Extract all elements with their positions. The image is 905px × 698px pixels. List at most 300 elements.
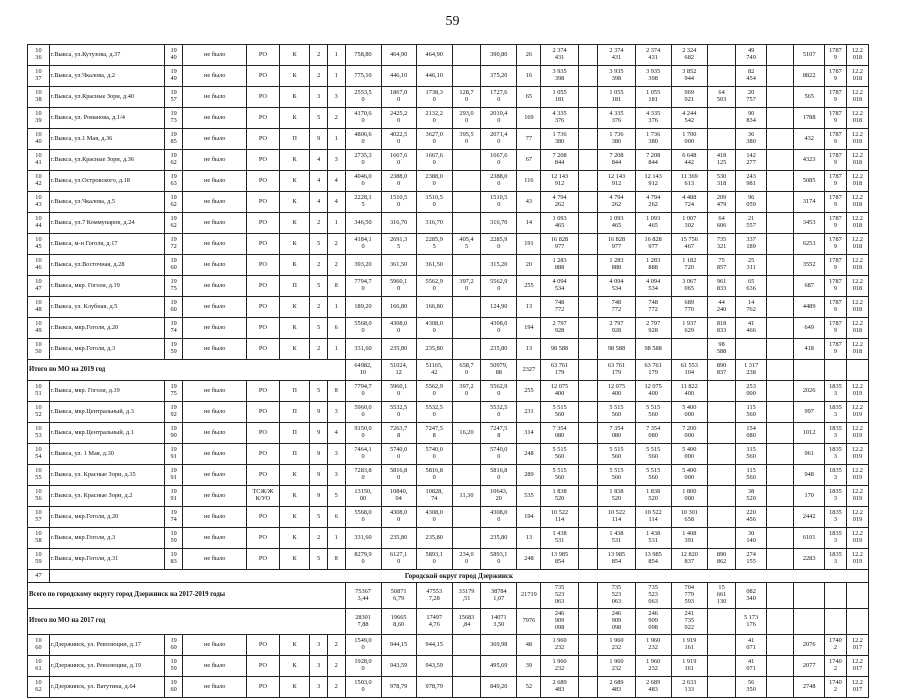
table-cell: не было (183, 213, 247, 234)
table-cell: РО (246, 318, 279, 339)
table-cell: 1788 (794, 108, 825, 129)
table-cell (736, 339, 767, 360)
table-cell: 1 283 888 (541, 255, 578, 276)
table-cell: 5 515 560 (635, 444, 671, 465)
table-cell: ТСЖ/Ж К/УО (246, 486, 279, 507)
address-cell: г.Выкса, ул.Чкалова, д.2 (49, 66, 164, 87)
table-cell (766, 318, 793, 339)
table-cell (766, 108, 793, 129)
table-cell: 10 522 114 (598, 507, 635, 528)
table-cell: РО (246, 656, 279, 677)
table-cell: 5 (327, 486, 345, 507)
table-cell: 4 094 534 (635, 276, 671, 297)
table-cell: 495,69 (481, 656, 517, 677)
table-cell: 316,70 (381, 213, 416, 234)
table-cell: 10 47 (28, 276, 50, 297)
table-cell: 10 55 (28, 465, 50, 486)
total-cell: 63 761 179 (541, 360, 578, 381)
table-cell: 25 311 (736, 255, 767, 276)
table-cell: 5 515 560 (598, 465, 635, 486)
table-cell: 3 (327, 87, 345, 108)
table-cell: 1787 9 (825, 87, 847, 108)
empty-cell (794, 360, 825, 381)
table-cell: 649 (794, 318, 825, 339)
table-cell: 10828, 74 (416, 486, 452, 507)
table-cell: 3 935 398 (541, 66, 578, 87)
table-cell (452, 339, 480, 360)
table-cell: 5740,0 0 (416, 444, 452, 465)
address-cell: г.Выкса, м-н Гоголя, д.17 (49, 234, 164, 255)
table-cell: 235,80 (481, 528, 517, 549)
address-cell: г.Выкса, мкр.Гоголя, д.20 (49, 318, 164, 339)
table-cell: РО (246, 635, 279, 656)
table-cell: 1835 3 (825, 549, 847, 570)
table-cell: 4308,0 0 (416, 507, 452, 528)
table-cell (452, 318, 480, 339)
table-cell: 361,50 (416, 255, 452, 276)
table-cell: 12.2 018 (846, 234, 868, 255)
table-cell: 19 74 (164, 318, 183, 339)
table-cell: 4046,0 0 (345, 171, 381, 192)
table-cell: 12.2 019 (846, 528, 868, 549)
table-cell: 52 (517, 677, 541, 698)
table-cell: не было (183, 507, 247, 528)
table-cell: 4 (327, 423, 345, 444)
table-cell: 10 51 (28, 381, 50, 402)
table-cell: 9 (310, 129, 328, 150)
table-cell (766, 171, 793, 192)
table-cell (766, 656, 793, 677)
table-cell: 1787 9 (825, 234, 847, 255)
table-cell: 1727,6 0 (481, 87, 517, 108)
table-cell: 7 208 844 (598, 150, 635, 171)
table-cell: 5 400 000 (671, 444, 707, 465)
table-cell: К (279, 66, 310, 87)
table-cell: не было (183, 297, 247, 318)
table-cell: 12.2 017 (846, 635, 868, 656)
table-cell: 12.2 018 (846, 318, 868, 339)
total-cell: 50871 6,79 (381, 583, 416, 609)
total-label: Всего по городскому округу город Дзержинск на 2017-2019 годы (28, 583, 346, 609)
table-cell: 1 (327, 66, 345, 87)
table-row (28, 677, 869, 698)
table-cell: 10 40 (28, 129, 50, 150)
table-cell: 10 56 (28, 486, 50, 507)
table-cell: 3 935 398 (598, 66, 635, 87)
table-cell: 2 374 431 (635, 45, 671, 66)
table-cell: 2 (327, 108, 345, 129)
table-cell: 7247,5 8 (481, 423, 517, 444)
table-cell: 3174 (794, 192, 825, 213)
table-cell: 255 (517, 381, 541, 402)
table-cell: 432 (794, 129, 825, 150)
table-cell: К (279, 528, 310, 549)
table-cell: РО (246, 213, 279, 234)
table-cell (766, 129, 793, 150)
total-cell: 1 317 238 (736, 360, 767, 381)
table-cell: 5532,5 0 (481, 402, 517, 423)
table-cell: 12.2 018 (846, 171, 868, 192)
total-cell (578, 609, 598, 635)
table-cell: 115 560 (736, 444, 767, 465)
table-cell: 418 (794, 339, 825, 360)
table-cell: 4 335 376 (541, 108, 578, 129)
table-cell: 2 (310, 339, 328, 360)
table-cell: 41 071 (736, 656, 767, 677)
table-cell: 2077 (794, 656, 825, 677)
table-cell: 943,59 (381, 656, 416, 677)
table-cell: 12.2 019 (846, 486, 868, 507)
table-cell: 10 46 (28, 255, 50, 276)
table-cell (766, 677, 793, 698)
table-cell: 19 75 (164, 276, 183, 297)
table-cell: 19 59 (164, 528, 183, 549)
table-cell: 1 838 520 (541, 486, 578, 507)
table-cell: РО (246, 507, 279, 528)
table-cell: 2388,0 0 (381, 171, 416, 192)
table-cell: РО (246, 381, 279, 402)
total-cell: 735 523 063 (598, 583, 635, 609)
total-cell: 51165, 42 (416, 360, 452, 381)
table-cell: 5 (310, 549, 328, 570)
table-cell: 446,10 (381, 66, 416, 87)
table-cell: 1835 3 (825, 507, 847, 528)
table-cell: 10 61 (28, 656, 50, 677)
table-cell (578, 635, 598, 656)
table-cell: 4308,0 0 (481, 507, 517, 528)
table-row (28, 444, 869, 465)
total-cell: 246 909 098 (541, 609, 578, 635)
table-cell (452, 255, 480, 276)
table-cell (578, 276, 598, 297)
table-cell: не было (183, 339, 247, 360)
table-cell: 16 828 977 (598, 234, 635, 255)
table-row (28, 528, 869, 549)
table-cell (452, 213, 480, 234)
table-cell: 7 354 080 (541, 423, 578, 444)
table-cell: РО (246, 129, 279, 150)
address-cell: г.Выкса, ул.Красные Зори, д.40 (49, 87, 164, 108)
table-cell: 997 (794, 402, 825, 423)
table-cell: К (279, 255, 310, 276)
table-cell: 4 (310, 171, 328, 192)
table-cell: 397,2 0 (452, 381, 480, 402)
table-cell: 82 454 (736, 66, 767, 87)
table-row (28, 129, 869, 150)
table-cell: 77 (517, 129, 541, 150)
table-cell: 12.2 019 (846, 465, 868, 486)
table-row (28, 192, 869, 213)
table-cell: 5085 (794, 171, 825, 192)
table-row (28, 635, 869, 656)
table-cell: 4 794 262 (541, 192, 578, 213)
table-cell: 849,20 (481, 677, 517, 698)
table-cell: 48 (517, 635, 541, 656)
table-cell (707, 486, 735, 507)
table-cell: 10 57 (28, 507, 50, 528)
empty-cell (846, 609, 868, 635)
table-cell: 26 (517, 45, 541, 66)
table-cell: 2 689 483 (598, 677, 635, 698)
table-cell: 13 (517, 528, 541, 549)
table-cell: не было (183, 402, 247, 423)
table-cell: 289 (517, 465, 541, 486)
table-cell: 6 648 442 (671, 150, 707, 171)
table-cell: 116 (517, 171, 541, 192)
table-cell (578, 444, 598, 465)
table-cell: 209 479 (707, 192, 735, 213)
table-cell: 19 91 (164, 465, 183, 486)
table-cell: 4308,0 0 (416, 318, 452, 339)
table-cell: 4 335 376 (598, 108, 635, 129)
table-cell: 6 (327, 507, 345, 528)
table-cell (578, 255, 598, 276)
address-cell: г.Выкса, ул. Красные Зори, д.2 (49, 486, 164, 507)
table-cell: 1787 9 (825, 45, 847, 66)
table-cell: 4184,1 0 (345, 234, 381, 255)
table-cell: РО (246, 150, 279, 171)
table-cell: К (279, 486, 310, 507)
table-cell (452, 171, 480, 192)
table-cell: 1 408 391 (671, 528, 707, 549)
table-cell: 1510,5 0 (416, 192, 452, 213)
address-cell: г.Выкса, ул.Островского, д.18 (49, 171, 164, 192)
table-cell: не было (183, 318, 247, 339)
table-cell: К (279, 297, 310, 318)
table-cell: 5 515 560 (541, 465, 578, 486)
table-cell: 98 588 (598, 339, 635, 360)
table-cell: 12.2 019 (846, 549, 868, 570)
table-cell: 5816,8 0 (381, 465, 416, 486)
rows-2019-part (28, 45, 869, 360)
total-label: Итого по МО на 2017 год (28, 609, 346, 635)
table-cell: 98 588 (635, 339, 671, 360)
table-cell: 4170,6 0 (345, 108, 381, 129)
table-cell: 21 557 (736, 213, 767, 234)
table-row (28, 234, 869, 255)
table-cell: 689 770 (671, 297, 707, 318)
table-cell: 248 (517, 549, 541, 570)
address-cell: г.Выкса, ул.1 Мая, д.36 (49, 129, 164, 150)
table-cell: РО (246, 255, 279, 276)
table-cell: 446,10 (416, 66, 452, 87)
table-cell: РО (246, 66, 279, 87)
table-cell: 405,4 5 (452, 234, 480, 255)
table-cell: 8279,9 0 (345, 549, 381, 570)
table-cell: 1 (327, 129, 345, 150)
table-cell: К (279, 339, 310, 360)
table-cell: 19 62 (164, 192, 183, 213)
table-cell: 10 52 (28, 402, 50, 423)
table-cell (452, 45, 480, 66)
total-cell (707, 609, 735, 635)
table-cell: 331,60 (345, 339, 381, 360)
address-cell: г.Выкса, мкр. Гоголя, д.19 (49, 381, 164, 402)
address-cell: г.Выкса, ул.Чкалова, д.5 (49, 192, 164, 213)
table-cell: не было (183, 150, 247, 171)
table-cell (452, 444, 480, 465)
table-cell: 189,20 (345, 297, 381, 318)
table-cell: 6253 (794, 234, 825, 255)
table-cell: РО (246, 528, 279, 549)
table-cell: 316,70 (481, 213, 517, 234)
table-cell: 1 (327, 339, 345, 360)
table-cell (578, 656, 598, 677)
table-cell: К (279, 318, 310, 339)
table-cell: не было (183, 444, 247, 465)
table-cell: 395,5 0 (452, 129, 480, 150)
table-cell: 12.2 018 (846, 276, 868, 297)
table-cell: 2 (310, 66, 328, 87)
table-cell (707, 108, 735, 129)
table-cell: 19 90 (164, 423, 183, 444)
table-cell: 10840, 04 (381, 486, 416, 507)
table-cell: 3 852 944 (671, 66, 707, 87)
table-cell: 4 794 262 (598, 192, 635, 213)
table-cell: 1667,6 0 (416, 150, 452, 171)
table-cell: 49 749 (736, 45, 767, 66)
table-cell: РО (246, 423, 279, 444)
address-cell: г.Выкса, ул.Красные Зори, д.36 (49, 150, 164, 171)
table-cell: 5 515 560 (598, 402, 635, 423)
table-cell: 748 772 (541, 297, 578, 318)
total-cell: 735 523 063 (635, 583, 671, 609)
table-cell: 1510,5 0 (381, 192, 416, 213)
table-cell: 19 57 (164, 87, 183, 108)
total-cell: 246 909 098 (598, 609, 635, 635)
table-cell (766, 465, 793, 486)
table-cell (766, 255, 793, 276)
table-cell: 1787 9 (825, 318, 847, 339)
table-cell: 890 862 (707, 549, 735, 570)
table-cell: 5 400 000 (671, 402, 707, 423)
table-cell: 337 189 (736, 234, 767, 255)
table-cell: К (279, 234, 310, 255)
table-cell: не было (183, 656, 247, 677)
table-cell: 7464,1 0 (345, 444, 381, 465)
empty-cell (846, 583, 868, 609)
table-cell: 41 466 (736, 318, 767, 339)
table-cell: не было (183, 45, 247, 66)
table-cell: К (279, 192, 310, 213)
table-cell: 7 354 080 (635, 423, 671, 444)
table-cell: 1 055 181 (541, 87, 578, 108)
total-cell: 64982, 10 (345, 360, 381, 381)
table-cell (707, 528, 735, 549)
table-cell: 2076 (794, 635, 825, 656)
table-cell: не было (183, 255, 247, 276)
table-cell (452, 192, 480, 213)
address-cell: г.Выкса, ул. Красные Зори, д.35 (49, 465, 164, 486)
table-cell: К (279, 635, 310, 656)
table-cell: 1 800 000 (671, 486, 707, 507)
table-cell (707, 381, 735, 402)
table-cell: 5960,1 0 (381, 381, 416, 402)
table-row (28, 87, 869, 108)
table-cell (452, 66, 480, 87)
table-cell: 19 75 (164, 381, 183, 402)
table-cell (707, 129, 735, 150)
table-cell: 12.2 018 (846, 108, 868, 129)
table-cell: К (279, 108, 310, 129)
table-cell (578, 45, 598, 66)
table-cell: 5532,5 0 (416, 402, 452, 423)
table-cell (452, 635, 480, 656)
section-header-row (28, 570, 869, 583)
table-cell: 1667,6 0 (481, 150, 517, 171)
table-cell: 12.2 019 (846, 381, 868, 402)
table-cell: 3 (310, 656, 328, 677)
table-cell: не было (183, 677, 247, 698)
total-cell: 28301 7,88 (345, 609, 381, 635)
table-cell: 8 (327, 549, 345, 570)
table-cell: 4489 (794, 297, 825, 318)
total-cell: 15 661 130 (707, 583, 735, 609)
table-cell: 15 756 467 (671, 234, 707, 255)
table-cell: 961 833 (707, 276, 735, 297)
table-cell: 315,20 (481, 255, 517, 276)
table-cell (766, 213, 793, 234)
table-cell: 166,80 (416, 297, 452, 318)
table-cell: П (279, 423, 310, 444)
table-cell: 235,80 (381, 339, 416, 360)
table-cell: 375,20 (481, 66, 517, 87)
total-cell: 21719 (517, 583, 541, 609)
table-cell (578, 507, 598, 528)
table-cell: 5816,8 0 (416, 465, 452, 486)
table-cell: 978,79 (416, 677, 452, 698)
table-cell: 1835 3 (825, 444, 847, 465)
table-cell: 1 960 232 (598, 656, 635, 677)
empty-cell (846, 360, 868, 381)
table-cell (671, 339, 707, 360)
table-cell: 235,80 (416, 339, 452, 360)
table-cell: 10 522 114 (541, 507, 578, 528)
table-cell: 8 (327, 276, 345, 297)
table-cell: РО (246, 108, 279, 129)
table-cell: 19 74 (164, 507, 183, 528)
table-cell (707, 465, 735, 486)
table-row (28, 549, 869, 570)
table-cell: 3 935 398 (635, 66, 671, 87)
table-cell: 19 91 (164, 486, 183, 507)
table-cell (766, 276, 793, 297)
table-cell: 1 055 181 (598, 87, 635, 108)
table-cell: 4308,0 0 (481, 318, 517, 339)
table-cell: 12 820 837 (671, 549, 707, 570)
table-cell: 314 (517, 423, 541, 444)
table-cell: 19 59 (164, 339, 183, 360)
table-cell: 943,59 (416, 656, 452, 677)
table-cell: 14 (517, 213, 541, 234)
table-cell (578, 381, 598, 402)
table-cell: 535 (517, 486, 541, 507)
total-cell: 15683 ,84 (452, 609, 480, 635)
empty-cell (825, 360, 847, 381)
table-cell: 1787 9 (825, 297, 847, 318)
table-cell: 735 321 (707, 234, 735, 255)
table-cell: не было (183, 108, 247, 129)
table-cell: П (279, 129, 310, 150)
empty-cell (794, 609, 825, 635)
table-cell: 2 (327, 234, 345, 255)
table-cell: 3627,0 0 (416, 129, 452, 150)
table-cell: 1 960 232 (541, 656, 578, 677)
table-cell: 10 42 (28, 171, 50, 192)
address-cell: г.Выкса, ул. 1 Мая, д.30 (49, 444, 164, 465)
table-cell: 44 240 (707, 297, 735, 318)
table-cell: 20 757 (736, 87, 767, 108)
